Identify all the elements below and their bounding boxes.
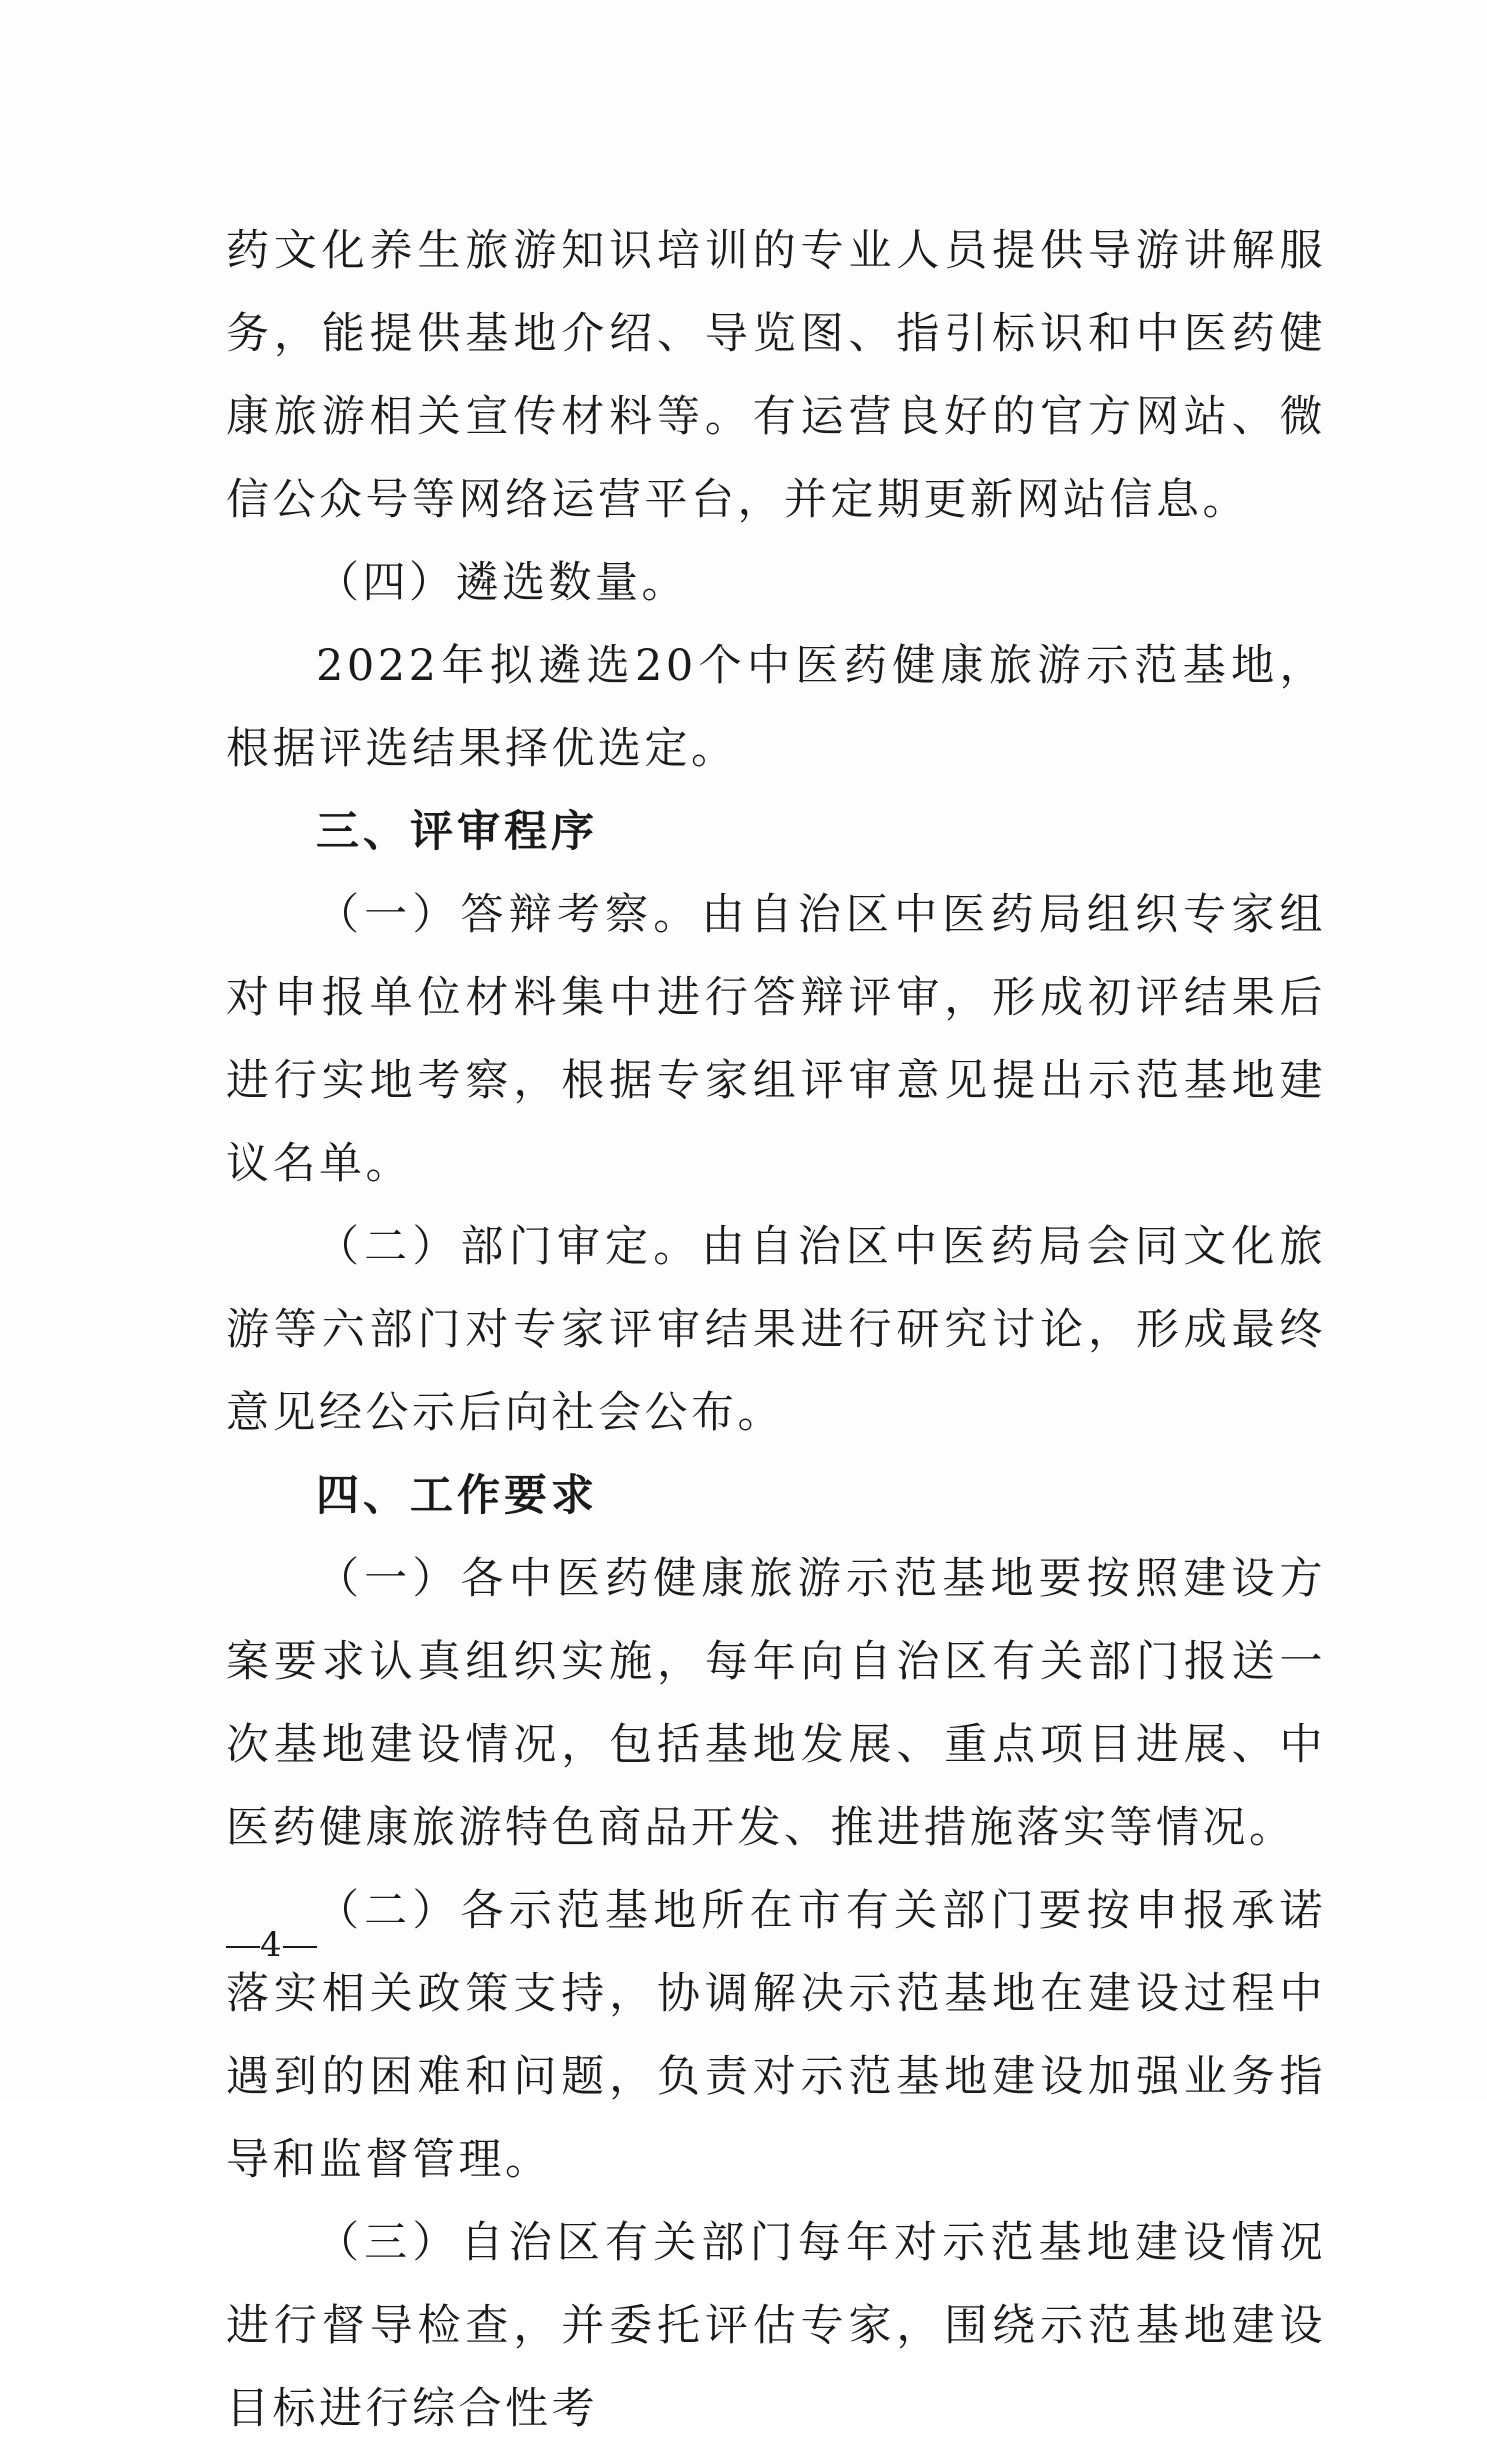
paragraph-2022-plan: 2022年拟遴选20个中医药健康旅游示范基地，根据评选结果择优选定。 [226,641,1326,774]
section-heading-work-requirements: 四、工作要求 [316,1471,598,1521]
section-heading-review-procedure: 三、评审程序 [316,807,598,857]
page-number [226,1925,317,1965]
paragraph-continuation: 药文化养生旅游知识培训的专业人员提供导游讲解服务，能提供基地介绍、导览图、指引标识和中医药健康旅游相关宣传材料等。有运营良好的官方网站、微信公众号等网络运营平台，并定期更新网站信息。 [226,226,1326,525]
paragraph-requirement-1: （一）各中医药健康旅游示范基地要按照建设方案要求认真组织实施，每年向自治区有关部门报送一次基地建设情况，包括基地发展、重点项目进展、中医药健康旅游特色商品开发、推进措施落实等情况。 [226,1554,1326,1853]
paragraph-defense-inspection: （一）答辩考察。由自治区中医药局组织专家组对申报单位材料集中进行答辩评审，形成初评结果后进行实地考察，根据专家组评审意见提出示范基地建议名单。 [226,890,1326,1189]
dash-left [226,1946,260,1948]
paragraph-requirement-2: （二）各示范基地所在市有关部门要按申报承诺落实相关政策支持，协调解决示范基地在建设过程中遇到的困难和问题，负责对示范基地建设加强业务指导和监督管理。 [226,1886,1326,2185]
paragraph-selection-count: （四）遴选数量。 [316,558,688,608]
body-text [226,210,1326,2451]
page-number-value: 4 [260,1925,283,1965]
paragraph-requirement-3: （三）自治区有关部门每年对示范基地建设情况进行督导检查，并委托评估专家，围绕示范基地建设目标进行综合性考 [226,2218,1326,2434]
paragraph-department-approval: （二）部门审定。由自治区中医药局会同文化旅游等六部门对专家评审结果进行研究讨论，形成最终意见经公示后向社会公布。 [226,1222,1326,1438]
dash-right [283,1946,317,1948]
